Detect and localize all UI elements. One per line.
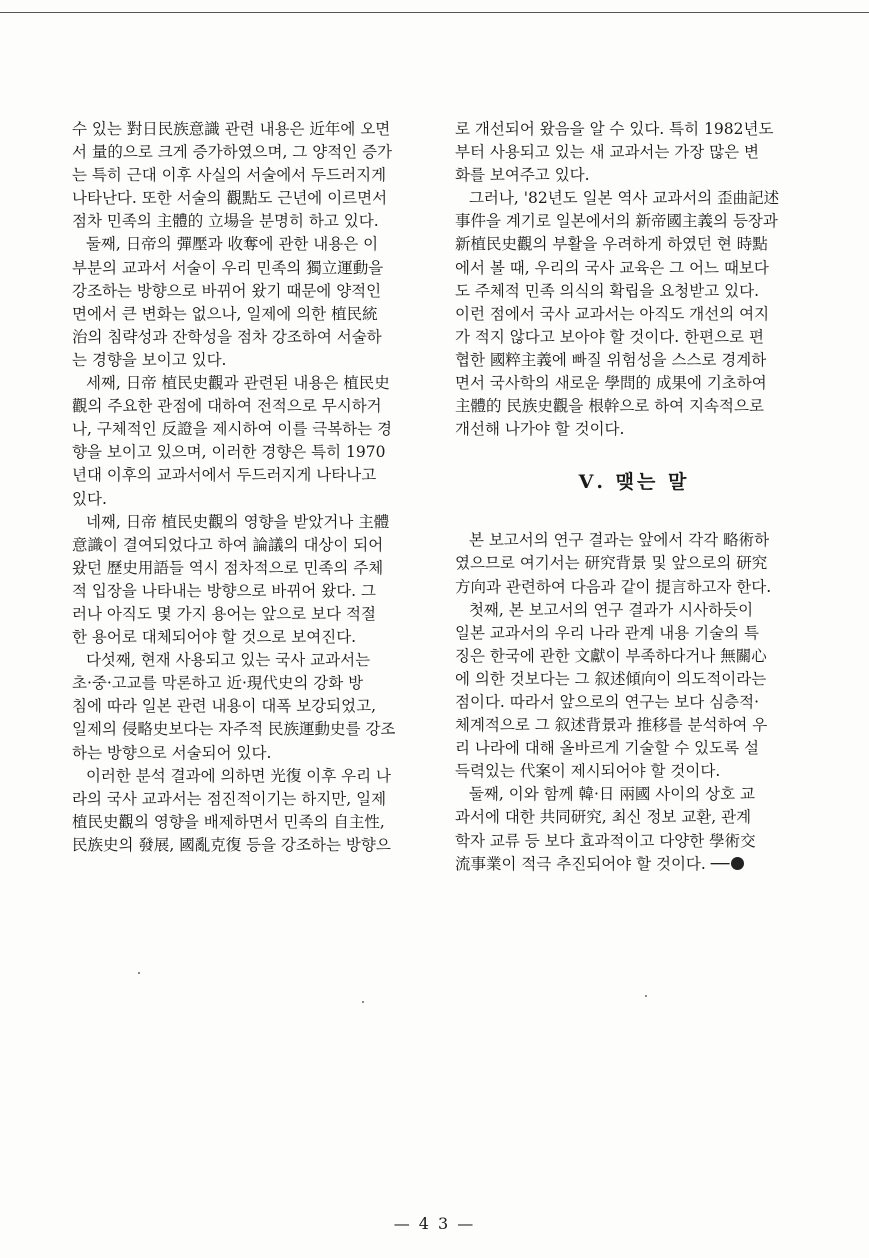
paragraph-left-1: 수 있는 對日民族意識 관련 내용은 近年에 오면 서 量的으로 크게 증가하였으며, 그 양적인 증가 는 특히 근대 이후 사실의 서술에서 두드러지게 나타난다. 또한 서술의 觀點도 근년에 이르면서 점차 민족의 主體的 立場을 분명히 하고 있다. <box>72 120 393 231</box>
paragraph-right-5-text: 둘째, 이와 함께 韓·日 兩國 사이의 상호 교 과서에 대한 共同研究, 최신 정보 교환, 관계 학자 교류 등 보다 효과적이고 다양한 學術交 流事業이 적극 추진되어야 할 것이다. ── <box>455 785 756 873</box>
end-mark-icon <box>731 857 744 870</box>
paragraph-left-6: 이러한 분석 결과에 의하면 光復 이후 우리 나 라의 국사 교과서는 점진적이기는 하지만, 일제 植民史觀의 영향을 배제하면서 민족의 自主性, 民族史의 發展, 國亂克復 등을 강조하는 방향으 <box>72 766 391 854</box>
left-column <box>72 118 432 857</box>
paragraph-left-2: 둘째, 日帝의 彈壓과 收奪에 관한 내용은 이 부분의 교과서 서술이 우리 민족의 獨立運動을 강조하는 방향으로 바뀌어 왔기 때문에 양적인 면에서 큰 변화는 없으나, 일제에 의한 植民統 治의 침략성과 잔학성을 점차 강조하여 서술하 는 경향을 보이고 있다. <box>72 235 384 369</box>
paragraph-right-1: 로 개선되어 왔음을 알 수 있다. 특히 1982년도 부터 사용되고 있는 새 교과서는 가장 많은 변 화를 보여주고 있다. <box>455 120 774 185</box>
right-column <box>455 118 813 876</box>
page-number: — 4 3 — <box>393 1214 476 1233</box>
paragraph-left-3: 세째, 日帝 植民史觀과 관련된 내용은 植民史 觀의 주요한 관점에 대하여 전적으로 무시하거 나, 구체적인 反證을 제시하여 이를 극복하는 경 향을 보이고 있으며, 이러한 경향은 특히 1970 년대 이후의 교과서에서 두드러지게 나타나고 있다. <box>72 374 393 508</box>
paragraph-left-5: 다섯째, 현재 사용되고 있는 국사 교과서는 초·중·고교를 막론하고 近·現代史의 강화 방 침에 따라 일본 관련 내용이 대폭 보강되었고, 일제의 侵略史보다는 자주적 民族運動史를 강조 하는 방향으로 서술되어 있다. <box>72 651 396 762</box>
scan-speck <box>645 995 647 997</box>
top-rule <box>0 12 869 13</box>
scan-speck <box>362 1001 364 1003</box>
section-heading: Ⅴ. 맺는 말 <box>578 471 690 494</box>
paragraph-right-4: 첫째, 본 보고서의 연구 결과가 시사하듯이 일본 교과서의 우리 나라 관계 내용 기술의 특 징은 한국에 관한 文獻이 부족하다거나 無關心 에 의한 것보다는 그 叙述傾向이 의도적이라는 점이다. 따라서 앞으로의 연구는 보다 심층적· 체계적으로 그 叙述背景과 推移를 분석하여 우 리 나라에 대해 올바르게 기술할 수 있도록 설 득력있는 代案이 제시되어야 할 것이다. <box>455 600 768 781</box>
paragraph-right-3: 본 보고서의 연구 결과는 앞에서 각각 略術하 였으므로 여기서는 研究背景 및 앞으로의 研究 方向과 관련하여 다음과 같이 提言하고자 한다. <box>455 531 772 596</box>
paragraph-right-2: 그러나, '82년도 일본 역사 교과서의 歪曲記述 事件을 계기로 일본에서의 新帝國主義의 등장과 新植民史觀의 부활을 우려하게 하였던 현 時點 에서 볼 때, 우리의 국사 교육은 그 어느 때보다 도 주체적 민족 의식의 확립을 요청받고 있다. 이런 점에서 국사 교과서는 아직도 개선의 여지 가 적지 않다고 보아야 할 것이다. 한편으로 편 협한 國粹主義에 빠질 위험성을 스스로 경계하 면서 국사학의 새로운 學問的 成果에 기초하여 主體的 民族史觀을 根幹으로 하여 지속적으로 개선해 나가야 할 것이다. <box>455 189 780 439</box>
paragraph-right-5 <box>455 783 813 875</box>
scan-speck <box>138 972 140 974</box>
paragraph-left-4: 네째, 日帝 植民史觀의 영향을 받았거나 主體 意識이 결여되었다고 하여 論議의 대상이 되어 왔던 歷史用語들 역시 점차적으로 민족의 주체 적 입장을 나타내는 방향으로 바뀌어 왔다. 그 러나 아직도 몇 가지 용어는 앞으로 보다 적절 한 용어로 대체되어야 할 것으로 보여진다. <box>72 512 390 647</box>
